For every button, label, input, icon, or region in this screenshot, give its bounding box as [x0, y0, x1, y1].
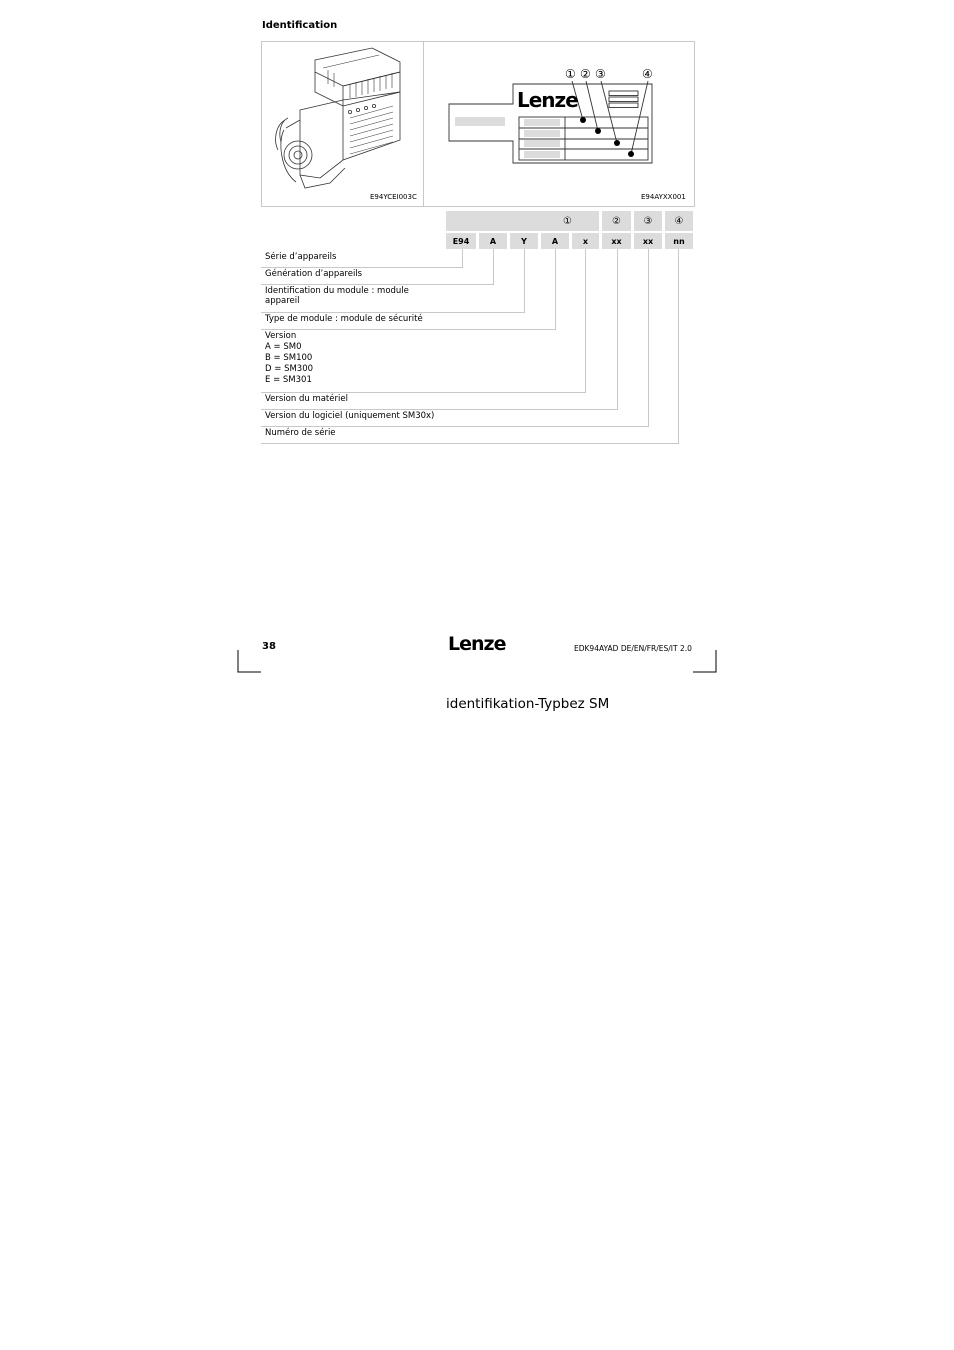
code-header-cell-3: ③ [634, 211, 662, 231]
code-cell: E94 [446, 233, 476, 249]
callout-1: ① [565, 67, 576, 81]
code-cell: x [572, 233, 599, 249]
code-header-cell-2: ② [602, 211, 631, 231]
code-cell: xx [602, 233, 631, 249]
section-heading: Identification [262, 20, 338, 31]
label-module-type: Type de module : module de sécurité [265, 314, 423, 324]
footer-logo: Lenze [448, 633, 506, 655]
code-cell: Y [510, 233, 538, 249]
document-id: EDK94AYAD DE/EN/FR/ES/IT 2.0 [574, 644, 692, 653]
code-header-cell-4: ④ [665, 211, 693, 231]
label-module-identification: Identification du module : module appareil [265, 286, 409, 306]
label-version: Version A = SM0 B = SM100 D = SM300 E = SM301 [265, 331, 314, 385]
code-header-cell-1: ① [446, 211, 599, 231]
left-figure-caption: E94YCEI003C [370, 193, 417, 201]
label-device-series: Série d’appareils [265, 252, 337, 262]
label-software-version: Version du logiciel (uniquement SM30x) [265, 411, 435, 421]
figure-caption: identifikation-Typbez SM [446, 696, 610, 712]
code-cell: xx [634, 233, 662, 249]
callout-2: ② [580, 67, 591, 81]
code-cell: nn [665, 233, 693, 249]
right-figure-caption: E94AYXX001 [641, 193, 686, 201]
code-cell: A [479, 233, 507, 249]
code-cell: A [541, 233, 569, 249]
label-serial-number: Numéro de série [265, 428, 336, 438]
callout-4: ④ [642, 67, 653, 81]
label-hardware-version: Version du matériel [265, 394, 348, 404]
callout-3: ③ [595, 67, 606, 81]
page-number: 38 [262, 641, 276, 652]
label-device-generation: Génération d’appareils [265, 269, 363, 279]
nameplate-logo: Lenze [517, 88, 578, 112]
